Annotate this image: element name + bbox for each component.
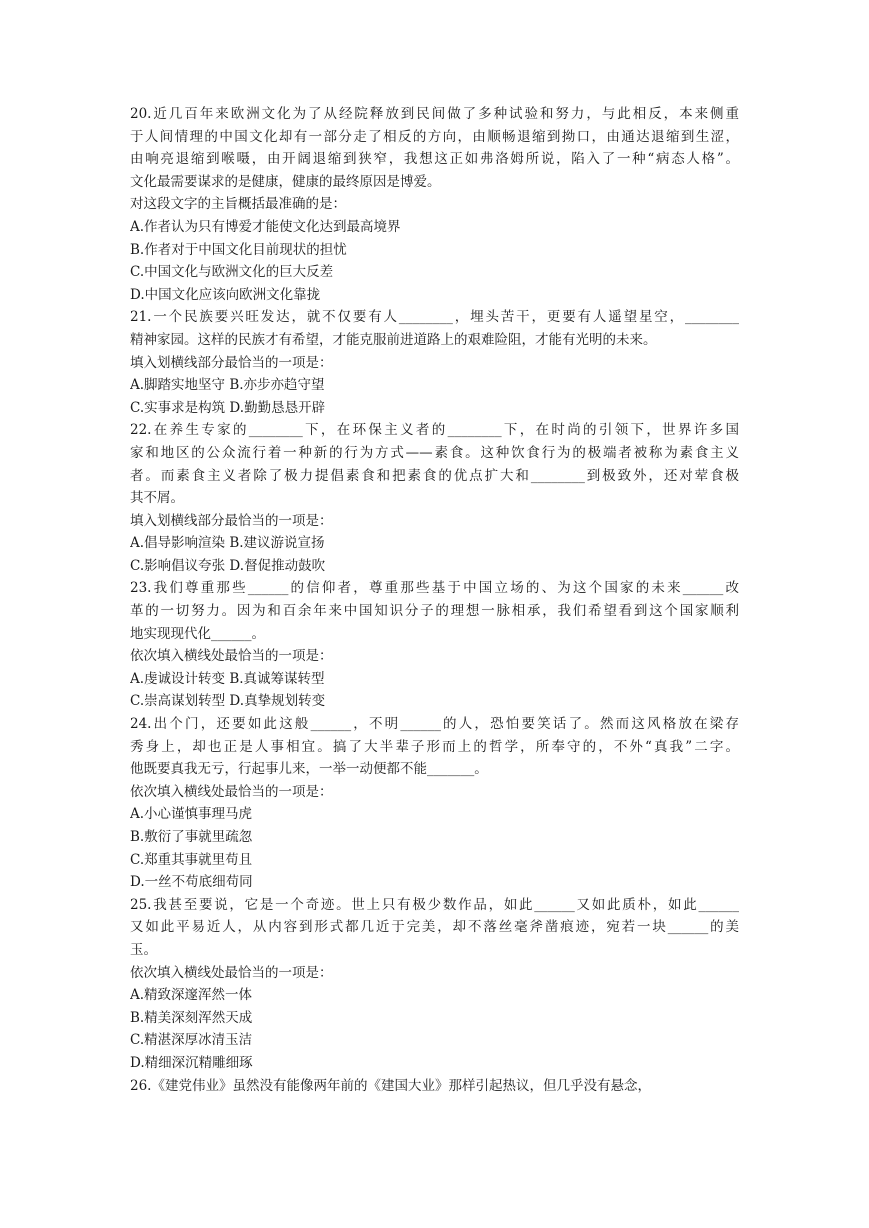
answer-option: C.郑重其事就里苟且 <box>130 851 253 868</box>
question-stem-line: 者。而素食主义者除了极力提倡素食和把素食的优点扩大和________到极致外，还对荤食极 <box>130 467 739 484</box>
answer-option: B.作者对于中国文化目前现状的担忧 <box>130 241 347 258</box>
answer-option: C.影响倡议夸张 D.督促推动鼓吹 <box>130 557 326 574</box>
question-stem-line: 家和地区的公众流行着一种新的行为方式——素食。这种饮食行为的极端者被称为素食主义 <box>130 444 739 461</box>
question-26 <box>130 1075 739 1098</box>
answer-option: D.一丝不苟底细苟同 <box>130 874 253 891</box>
answer-option: D.中国文化应该向欧洲文化靠拢 <box>130 286 321 303</box>
answer-option: C.精湛深厚冰清玉洁 <box>130 1032 253 1049</box>
question-21 <box>130 306 739 419</box>
question-prompt: 依次填入横线处最恰当的一项是： <box>130 964 333 981</box>
question-stem-line: 文化最需要谋求的是健康，健康的最终原因是博爱。 <box>130 173 441 190</box>
question-stem-line: 由响亮退缩到喉嗫，由开阔退缩到狭窄，我想这正如弗洛姆所说，陷入了一种“病态人格”。 <box>130 151 739 168</box>
question-stem-line: 又如此平易近人，从内容到形式都几近于完美，却不落丝毫斧凿痕迹，宛若一块______的美 <box>130 919 739 936</box>
question-prompt: 对这段文字的主旨概括最准确的是： <box>130 196 346 213</box>
question-stem-line: 地实现现代化______。 <box>130 625 265 642</box>
answer-option: B.精美深刻浑然天成 <box>130 1009 253 1026</box>
question-prompt: 依次填入横线处最恰当的一项是： <box>130 648 333 665</box>
answer-option: C.中国文化与欧洲文化的巨大反差 <box>130 264 334 281</box>
question-prompt: 依次填入横线处最恰当的一项是： <box>130 783 333 800</box>
question-stem-line: 25.我甚至要说，它是一个奇迹。世上只有极少数作品，如此______又如此质朴，如此______ <box>130 896 739 913</box>
question-stem-line: 23.我们尊重那些______的信仰者，尊重那些基于中国立场的、为这个国家的未来______改 <box>130 580 739 597</box>
question-stem-line: 24.出个门，还要如此这般______，不明______的人，恐怕要笑话了。然而这风格放在梁存 <box>130 716 739 733</box>
question-stem-line: 26.《建党伟业》虽然没有能像两年前的《建国大业》那样引起热议，但几乎没有悬念， <box>130 1077 651 1094</box>
question-stem-line: 精神家园。这样的民族才有希望，才能克服前进道路上的艰难险阻，才能有光明的未来。 <box>130 331 657 348</box>
answer-option: A.小心谨慎事理马虎 <box>130 806 253 823</box>
question-stem-line: 其不屑。 <box>130 490 184 507</box>
question-stem-line: 22.在养生专家的________下，在环保主义者的________下，在时尚的引领下，世界许多国 <box>130 422 739 439</box>
question-stem-line: 玉。 <box>130 941 157 958</box>
question-prompt: 填入划横线部分最恰当的一项是： <box>130 512 333 529</box>
answer-option: D.精细深沉精雕细琢 <box>130 1054 253 1071</box>
answer-option: C.崇高谋划转型 D.真挚规划转变 <box>130 693 326 710</box>
question-23 <box>130 577 739 713</box>
question-20 <box>130 103 739 306</box>
answer-option: A.虔诚设计转变 B.真诚筹谋转型 <box>130 670 325 687</box>
question-stem-line: 革的一切努力。因为和百余年来中国知识分子的理想一脉相承，我们希望看到这个国家顺利 <box>130 603 739 620</box>
question-22 <box>130 419 739 577</box>
answer-option: A.精致深邃浑然一体 <box>130 987 253 1004</box>
answer-option: C.实事求是构筑 D.勤勤恳恳开辟 <box>130 399 326 416</box>
question-24 <box>130 713 739 894</box>
answer-option: A.脚踏实地坚守 B.亦步亦趋守望 <box>130 377 325 394</box>
answer-option: B.敷衍了事就里疏忽 <box>130 829 253 845</box>
answer-option: A.倡导影响渲染 B.建议游说宣扬 <box>130 535 325 552</box>
question-stem-line: 秀身上，却也正是人事相宜。搞了大半辈子形而上的哲学，所奉守的，不外“真我”二字。 <box>130 738 739 755</box>
question-stem-line: 他既要真我无亏，行起事儿来，一举一动便都不能_______。 <box>130 761 488 778</box>
question-stem-line: 21.一个民族要兴旺发达，就不仅要有人________，埋头苦干，更要有人遥望星空，________ <box>130 309 739 326</box>
question-stem-line: 20.近几百年来欧洲文化为了从经院释放到民间做了多种试验和努力，与此相反，本来侧重 <box>130 106 739 122</box>
question-stem-line: 于人间情理的中国文化却有一部分走了相反的方向，由顺畅退缩到拗口，由通达退缩到生涩， <box>130 128 739 145</box>
document-page <box>130 103 739 1097</box>
question-25 <box>130 894 739 1075</box>
question-prompt: 填入划横线部分最恰当的一项是： <box>130 354 333 371</box>
answer-option: A.作者认为只有博爱才能使文化达到最高境界 <box>130 218 401 235</box>
